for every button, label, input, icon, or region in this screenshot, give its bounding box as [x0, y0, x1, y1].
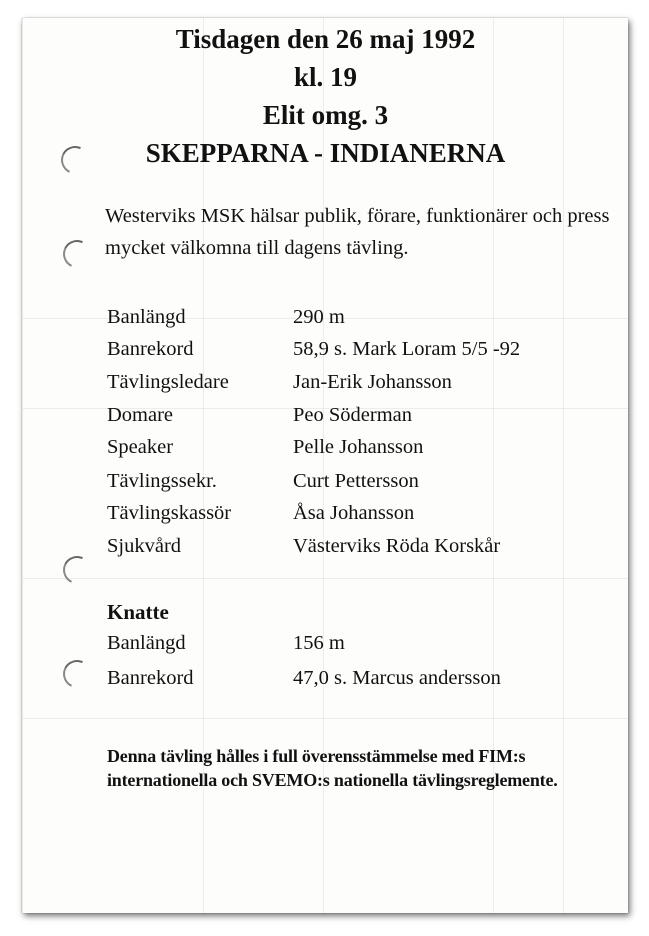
info-value: Västerviks Röda Korskår	[293, 535, 501, 557]
regulation-notice: Denna tävling hålles i full överensstämmelse med FIM:s internationella och SVEMO:s nationella tävlingsreglemente.	[107, 746, 558, 790]
info-label: Domare	[107, 404, 174, 426]
welcome-text: Westerviks MSK hälsar publik, förare, funktionärer och press mycket välkomna till dagens tävling.	[105, 205, 610, 259]
knatte-label: Banrekord	[107, 667, 194, 689]
info-value: Åsa Johansson	[293, 502, 415, 524]
info-value: 290 m	[293, 306, 345, 328]
info-label: Tävlingskassör	[107, 502, 232, 524]
info-label: Tävlingsledare	[107, 371, 229, 393]
info-label: Banlängd	[107, 306, 186, 328]
info-value: Pelle Johansson	[293, 436, 424, 458]
info-value: Peo Söderman	[293, 404, 412, 426]
info-value: Jan-Erik Johansson	[293, 371, 452, 393]
info-value: 58,9 s. Mark Loram 5/5 -92	[293, 338, 521, 360]
knatte-value: 47,0 s. Marcus andersson	[293, 667, 501, 689]
program-page	[22, 18, 628, 913]
info-label: Sjukvård	[107, 535, 182, 557]
knatte-value: 156 m	[293, 632, 345, 654]
series-heading: Elit omg. 3	[262, 100, 389, 130]
info-label: Banrekord	[107, 338, 194, 360]
time-heading: kl. 19	[293, 62, 358, 92]
match-heading: SKEPPARNA - INDIANERNA	[145, 138, 506, 168]
info-value: Curt Pettersson	[293, 470, 419, 492]
date-heading: Tisdagen den 26 maj 1992	[175, 24, 476, 54]
info-label: Tävlingssekr.	[107, 470, 217, 492]
knatte-label: Banlängd	[107, 632, 186, 654]
info-label: Speaker	[107, 436, 174, 458]
knatte-heading: Knatte	[107, 600, 169, 624]
